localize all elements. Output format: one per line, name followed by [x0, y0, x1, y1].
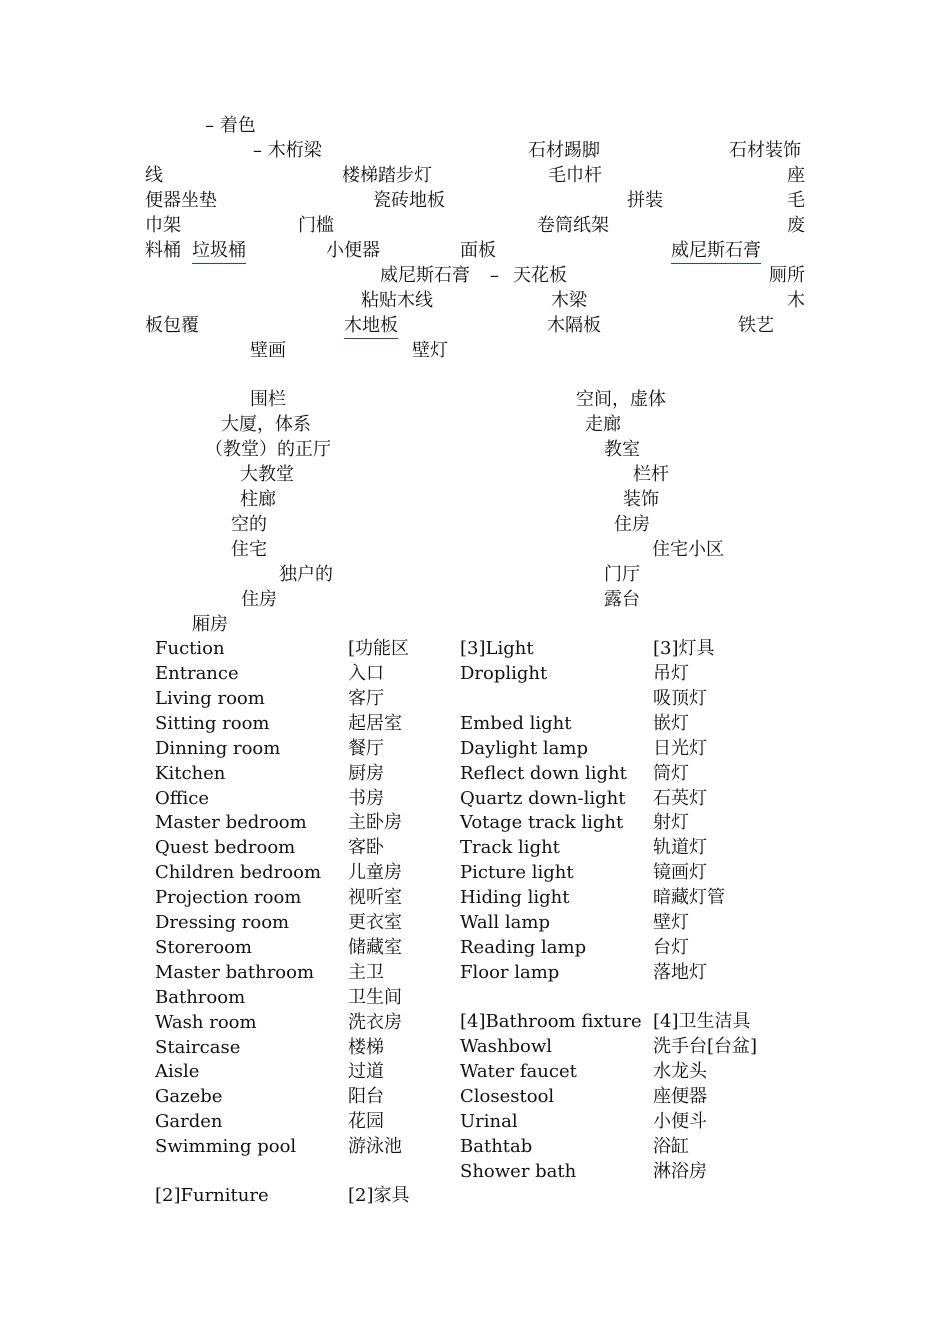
term-right: 露台 — [604, 589, 640, 610]
function-term-en: Master bathroom — [155, 962, 315, 983]
function-term-en: Dinning room — [155, 738, 281, 759]
function-term-cn: 客卧 — [348, 837, 384, 858]
light-term-en: Track light — [460, 837, 560, 858]
function-term-en: Aisle — [155, 1061, 200, 1082]
hyperlink-wood-floor[interactable]: 木地板 — [344, 315, 398, 339]
function-term-cn: 过道 — [348, 1061, 384, 1082]
term-right: 门厅 — [604, 564, 640, 585]
light-term-en: Reading lamp — [460, 937, 587, 958]
bathroom-term-en: Urinal — [460, 1111, 518, 1132]
function-term-cn: 厨房 — [348, 763, 384, 784]
function-term-cn: 储藏室 — [348, 937, 402, 958]
text-fragment: 威尼斯石膏 — [380, 265, 470, 286]
text-fragment: 面板 — [460, 240, 496, 261]
text-fragment: 座 — [787, 165, 805, 186]
term-right: 栏杆 — [633, 464, 669, 485]
hyperlink-trash-bin[interactable]: 垃圾桶 — [192, 240, 246, 264]
light-term-cn: 石英灯 — [653, 788, 707, 809]
text-fragment: 瓷砖地板 — [373, 190, 445, 211]
function-term-en: Living room — [155, 688, 265, 709]
light-term-cn: 射灯 — [653, 812, 689, 833]
term-right: 走廊 — [585, 414, 621, 435]
text-fragment: 壁灯 — [412, 340, 448, 361]
light-term-en: Floor lamp — [460, 962, 560, 983]
term-left: 住房 — [241, 589, 277, 610]
text-fragment: 小便器 — [326, 240, 380, 261]
light-term-cn: 落地灯 — [653, 962, 707, 983]
light-term-cn: 壁灯 — [653, 912, 689, 933]
text-fragment: 废 — [787, 215, 805, 236]
text-fragment: 拼装 — [627, 190, 663, 211]
term-left: 围栏 — [250, 389, 286, 410]
text-fragment: 料桶 — [145, 240, 181, 261]
hyperlink-venetian-plaster[interactable]: 威尼斯石膏 — [671, 240, 761, 264]
term-left: （教堂）的正厅 — [205, 439, 331, 460]
light-term-en: Hiding light — [460, 887, 570, 908]
function-header-en: Fuction — [155, 638, 225, 659]
function-term-en: Bathroom — [155, 987, 246, 1008]
term-left: 住宅 — [231, 539, 267, 560]
term-left: 空的 — [231, 514, 267, 535]
bathroom-term-en: Washbowl — [460, 1036, 553, 1057]
function-term-cn: 游泳池 — [348, 1136, 402, 1157]
furniture-header-en: [2]Furniture — [155, 1185, 269, 1206]
function-term-en: Quest bedroom — [155, 837, 296, 858]
text-fragment: – — [490, 265, 499, 286]
bathroom-header-en: [4]Bathroom fixture — [460, 1011, 642, 1032]
light-header-en: [3]Light — [460, 638, 534, 659]
bathroom-term-en: Bathtab — [460, 1136, 533, 1157]
function-term-en: Entrance — [155, 663, 239, 684]
light-term-cn: 台灯 — [653, 937, 689, 958]
text-fragment: 线 — [145, 165, 163, 186]
function-term-en: Sitting room — [155, 713, 270, 734]
term-right: 教室 — [604, 439, 640, 460]
text-fragment: 门槛 — [298, 215, 334, 236]
text-fragment: 石材装饰 — [729, 140, 801, 161]
bathroom-term-cn: 淋浴房 — [653, 1161, 707, 1182]
term-left: 大厦，体系 — [221, 414, 311, 435]
term-left: 独户的 — [279, 564, 333, 585]
bathroom-term-cn: 水龙头 — [653, 1061, 707, 1082]
function-term-cn: 洗衣房 — [348, 1012, 402, 1033]
function-term-en: Projection room — [155, 887, 302, 908]
bathroom-term-en: Closestool — [460, 1086, 555, 1107]
function-term-cn: 儿童房 — [348, 862, 402, 883]
light-term-en: Droplight — [460, 663, 548, 684]
light-header-cn: [3]灯具 — [653, 638, 715, 659]
function-term-en: Staircase — [155, 1037, 241, 1058]
term-right: 装饰 — [623, 489, 659, 510]
text-fragment: – 着色 — [205, 115, 256, 136]
furniture-header-cn: [2]家具 — [348, 1185, 410, 1206]
function-term-en: Storeroom — [155, 937, 253, 958]
text-fragment: 毛 — [787, 190, 805, 211]
light-term-cn: 吸顶灯 — [653, 688, 707, 709]
function-term-cn: 更衣室 — [348, 912, 402, 933]
function-term-cn: 入口 — [348, 663, 384, 684]
function-term-en: Kitchen — [155, 763, 226, 784]
function-header-cn: [功能区 — [348, 638, 410, 659]
function-term-cn: 主卧房 — [348, 812, 402, 833]
light-term-cn: 镜画灯 — [653, 862, 707, 883]
light-term-cn: 吊灯 — [653, 663, 689, 684]
function-term-cn: 主卫 — [348, 962, 384, 983]
text-fragment: 木 — [787, 290, 805, 311]
light-term-cn: 筒灯 — [653, 763, 689, 784]
light-term-en: Quartz down-light — [460, 788, 626, 809]
bathroom-term-cn: 洗手台[台盆] — [653, 1036, 758, 1057]
light-term-en: Reflect down light — [460, 763, 627, 784]
function-term-cn: 视听室 — [348, 887, 402, 908]
light-term-en: Votage track light — [460, 812, 624, 833]
term-right: 空间，虚体 — [576, 389, 666, 410]
bathroom-term-en: Shower bath — [460, 1161, 577, 1182]
light-term-en: Daylight lamp — [460, 738, 588, 759]
function-term-en: Dressing room — [155, 912, 290, 933]
term-right: 住宅小区 — [652, 539, 724, 560]
function-term-en: Gazebe — [155, 1086, 223, 1107]
term-left: 柱廊 — [240, 489, 276, 510]
light-term-en: Wall lamp — [460, 912, 550, 933]
text-fragment: 毛巾杆 — [548, 165, 602, 186]
text-fragment: 厕所 — [769, 265, 805, 286]
function-term-cn: 餐厅 — [348, 738, 384, 759]
function-term-en: Garden — [155, 1111, 223, 1132]
text-fragment: 粘贴木线 — [361, 290, 433, 311]
function-term-cn: 书房 — [348, 788, 384, 809]
bathroom-term-cn: 小便斗 — [653, 1111, 707, 1132]
bathroom-header-cn: [4]卫生洁具 — [653, 1011, 751, 1032]
function-term-cn: 楼梯 — [348, 1037, 384, 1058]
function-term-en: Master bedroom — [155, 812, 307, 833]
function-term-en: Office — [155, 788, 210, 809]
text-fragment: 便器坐垫 — [145, 190, 217, 211]
text-fragment: 板包覆 — [145, 315, 199, 336]
bathroom-term-en: Water faucet — [460, 1061, 577, 1082]
light-term-cn: 轨道灯 — [653, 837, 707, 858]
light-term-cn: 日光灯 — [653, 738, 707, 759]
text-fragment: 巾架 — [145, 215, 181, 236]
text-fragment: 木梁 — [551, 290, 587, 311]
term-left: 大教堂 — [240, 464, 294, 485]
text-fragment: 木隔板 — [547, 315, 601, 336]
function-term-en: Swimming pool — [155, 1136, 297, 1157]
function-term-en: Wash room — [155, 1012, 257, 1033]
term-right: 住房 — [614, 514, 650, 535]
function-term-cn: 客厅 — [348, 688, 384, 709]
function-term-en: Children bedroom — [155, 862, 322, 883]
text-fragment: – 木桁梁 — [253, 140, 322, 161]
text-fragment: 楼梯踏步灯 — [342, 165, 432, 186]
text-fragment: 天花板 — [513, 265, 567, 286]
bathroom-term-cn: 座便器 — [653, 1086, 707, 1107]
light-term-en: Embed light — [460, 713, 572, 734]
text-fragment: 卷筒纸架 — [537, 215, 609, 236]
text-fragment: 壁画 — [250, 340, 286, 361]
light-term-en: Picture light — [460, 862, 574, 883]
text-fragment: 石材踢脚 — [528, 140, 600, 161]
term-left: 厢房 — [192, 614, 228, 635]
function-term-cn: 卫生间 — [348, 987, 402, 1008]
bathroom-term-cn: 浴缸 — [653, 1136, 689, 1157]
light-term-cn: 暗藏灯管 — [653, 887, 725, 908]
text-fragment: 铁艺 — [738, 315, 774, 336]
function-term-cn: 花园 — [348, 1111, 384, 1132]
light-term-cn: 嵌灯 — [653, 713, 689, 734]
function-term-cn: 阳台 — [348, 1086, 384, 1107]
function-term-cn: 起居室 — [348, 713, 402, 734]
